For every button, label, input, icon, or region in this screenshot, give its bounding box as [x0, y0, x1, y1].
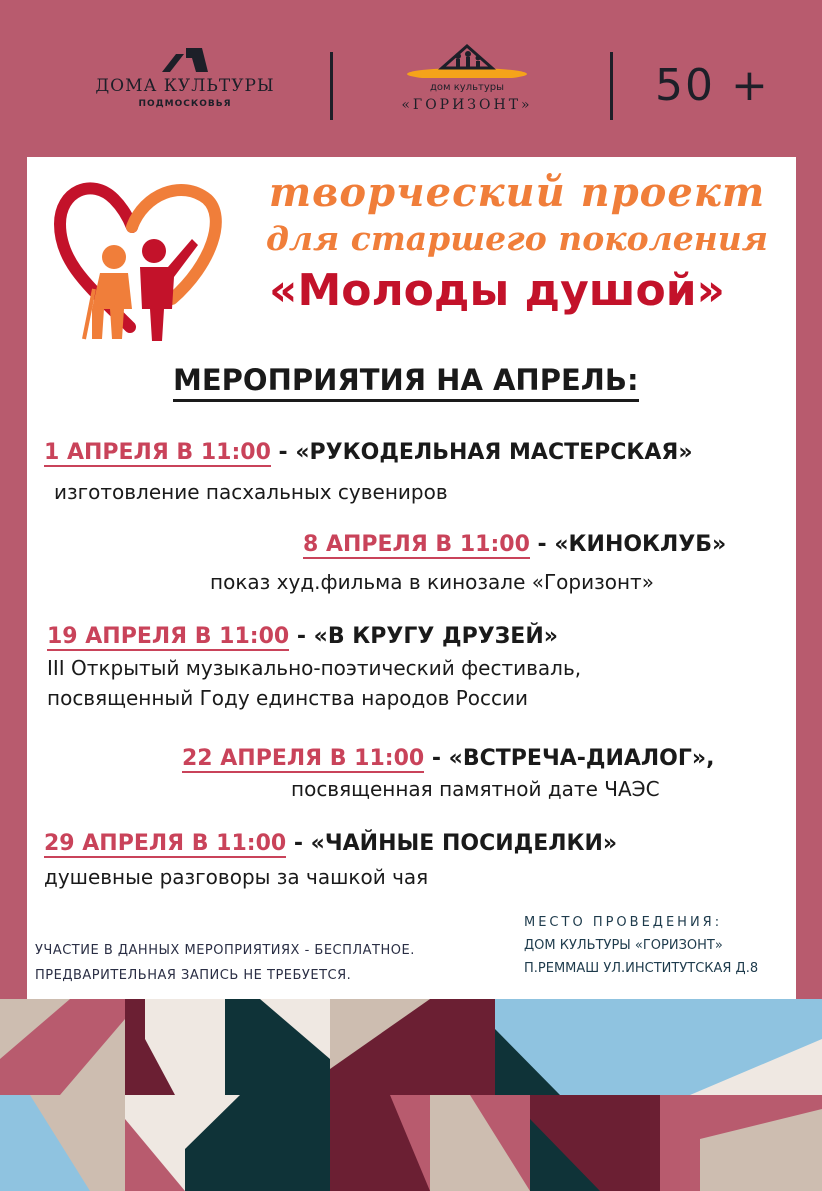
event-1: [44, 439, 693, 467]
event-desc: посвященный Году единства народов России: [47, 686, 529, 710]
logo-center-pre: дом культуры: [430, 82, 504, 93]
event-date: 19 АПРЕЛЯ В 11:00: [47, 624, 290, 649]
venue-name: ДОМ КУЛЬТУРЫ «ГОРИЗОНТ»: [524, 938, 723, 953]
logo-left-main: ДОМА КУЛЬТУРЫ: [95, 76, 275, 96]
logo-gorizont: [372, 38, 562, 113]
event-desc: изготовление пасхальных сувениров: [54, 480, 448, 504]
project-line2: для старшего поколения: [265, 219, 769, 258]
event-name: - «КИНОКЛУБ»: [529, 532, 727, 557]
age-rating: 50 +: [655, 60, 770, 111]
event-name: - «В КРУГУ ДРУЗЕЙ»: [289, 624, 558, 649]
event-name: - «ВСТРЕЧА-ДИАЛОГ»,: [424, 746, 715, 771]
participation-note: [35, 938, 415, 988]
header-separator: [330, 52, 333, 120]
events-title: МЕРОПРИЯТИЯ НА АПРЕЛЬ:: [173, 363, 639, 402]
event-5: [44, 830, 617, 858]
event-3: [47, 623, 558, 651]
note-line: ПРЕДВАРИТЕЛЬНАЯ ЗАПИСЬ НЕ ТРЕБУЕТСЯ.: [35, 968, 352, 983]
event-name: - «РУКОДЕЛЬНАЯ МАСТЕРСКАЯ»: [270, 440, 693, 465]
house-family-icon: [402, 38, 532, 78]
event-date: 8 АПРЕЛЯ В 11:00: [303, 532, 530, 557]
event-4: [182, 745, 714, 773]
logo-center-name: «ГОРИЗОНТ»: [401, 97, 533, 113]
note-line: УЧАСТИЕ В ДАННЫХ МЕРОПРИЯТИЯХ - БЕСПЛАТНОЕ.: [35, 943, 415, 958]
venue-address: П.РЕММАШ УЛ.ИНСТИТУТСКАЯ Д.8: [524, 961, 759, 976]
header-separator: [610, 52, 613, 120]
event-desc: душевные разговоры за чашкой чая: [44, 865, 429, 889]
venue-heading: МЕСТО ПРОВЕДЕНИЯ:: [524, 915, 723, 930]
decorative-mosaic: [0, 999, 822, 1191]
event-desc: показ худ.фильма в кинозале «Горизонт»: [210, 570, 654, 594]
event-desc: III Открытый музыкально-поэтический фестиваль,: [47, 656, 582, 680]
project-title: «Молоды душой»: [269, 265, 725, 316]
logo-left-sub: ПОДМОСКОВЬЯ: [138, 99, 232, 109]
heart-people-icon: [52, 169, 227, 349]
project-line1: творческий проект: [268, 169, 766, 216]
event-date: 1 АПРЕЛЯ В 11:00: [44, 440, 271, 465]
dk-podmoskovya-logo-icon: [162, 48, 208, 72]
event-name: - «ЧАЙНЫЕ ПОСИДЕЛКИ»: [286, 831, 618, 856]
logo-doma-kultury: [80, 48, 290, 109]
event-2: [303, 531, 726, 559]
content-panel: [27, 157, 796, 999]
event-desc: посвященная памятной дате ЧАЭС: [291, 777, 660, 801]
header: [0, 0, 822, 155]
event-date: 29 АПРЕЛЯ В 11:00: [44, 831, 287, 856]
event-date: 22 АПРЕЛЯ В 11:00: [182, 746, 425, 771]
venue-info: [524, 911, 758, 980]
